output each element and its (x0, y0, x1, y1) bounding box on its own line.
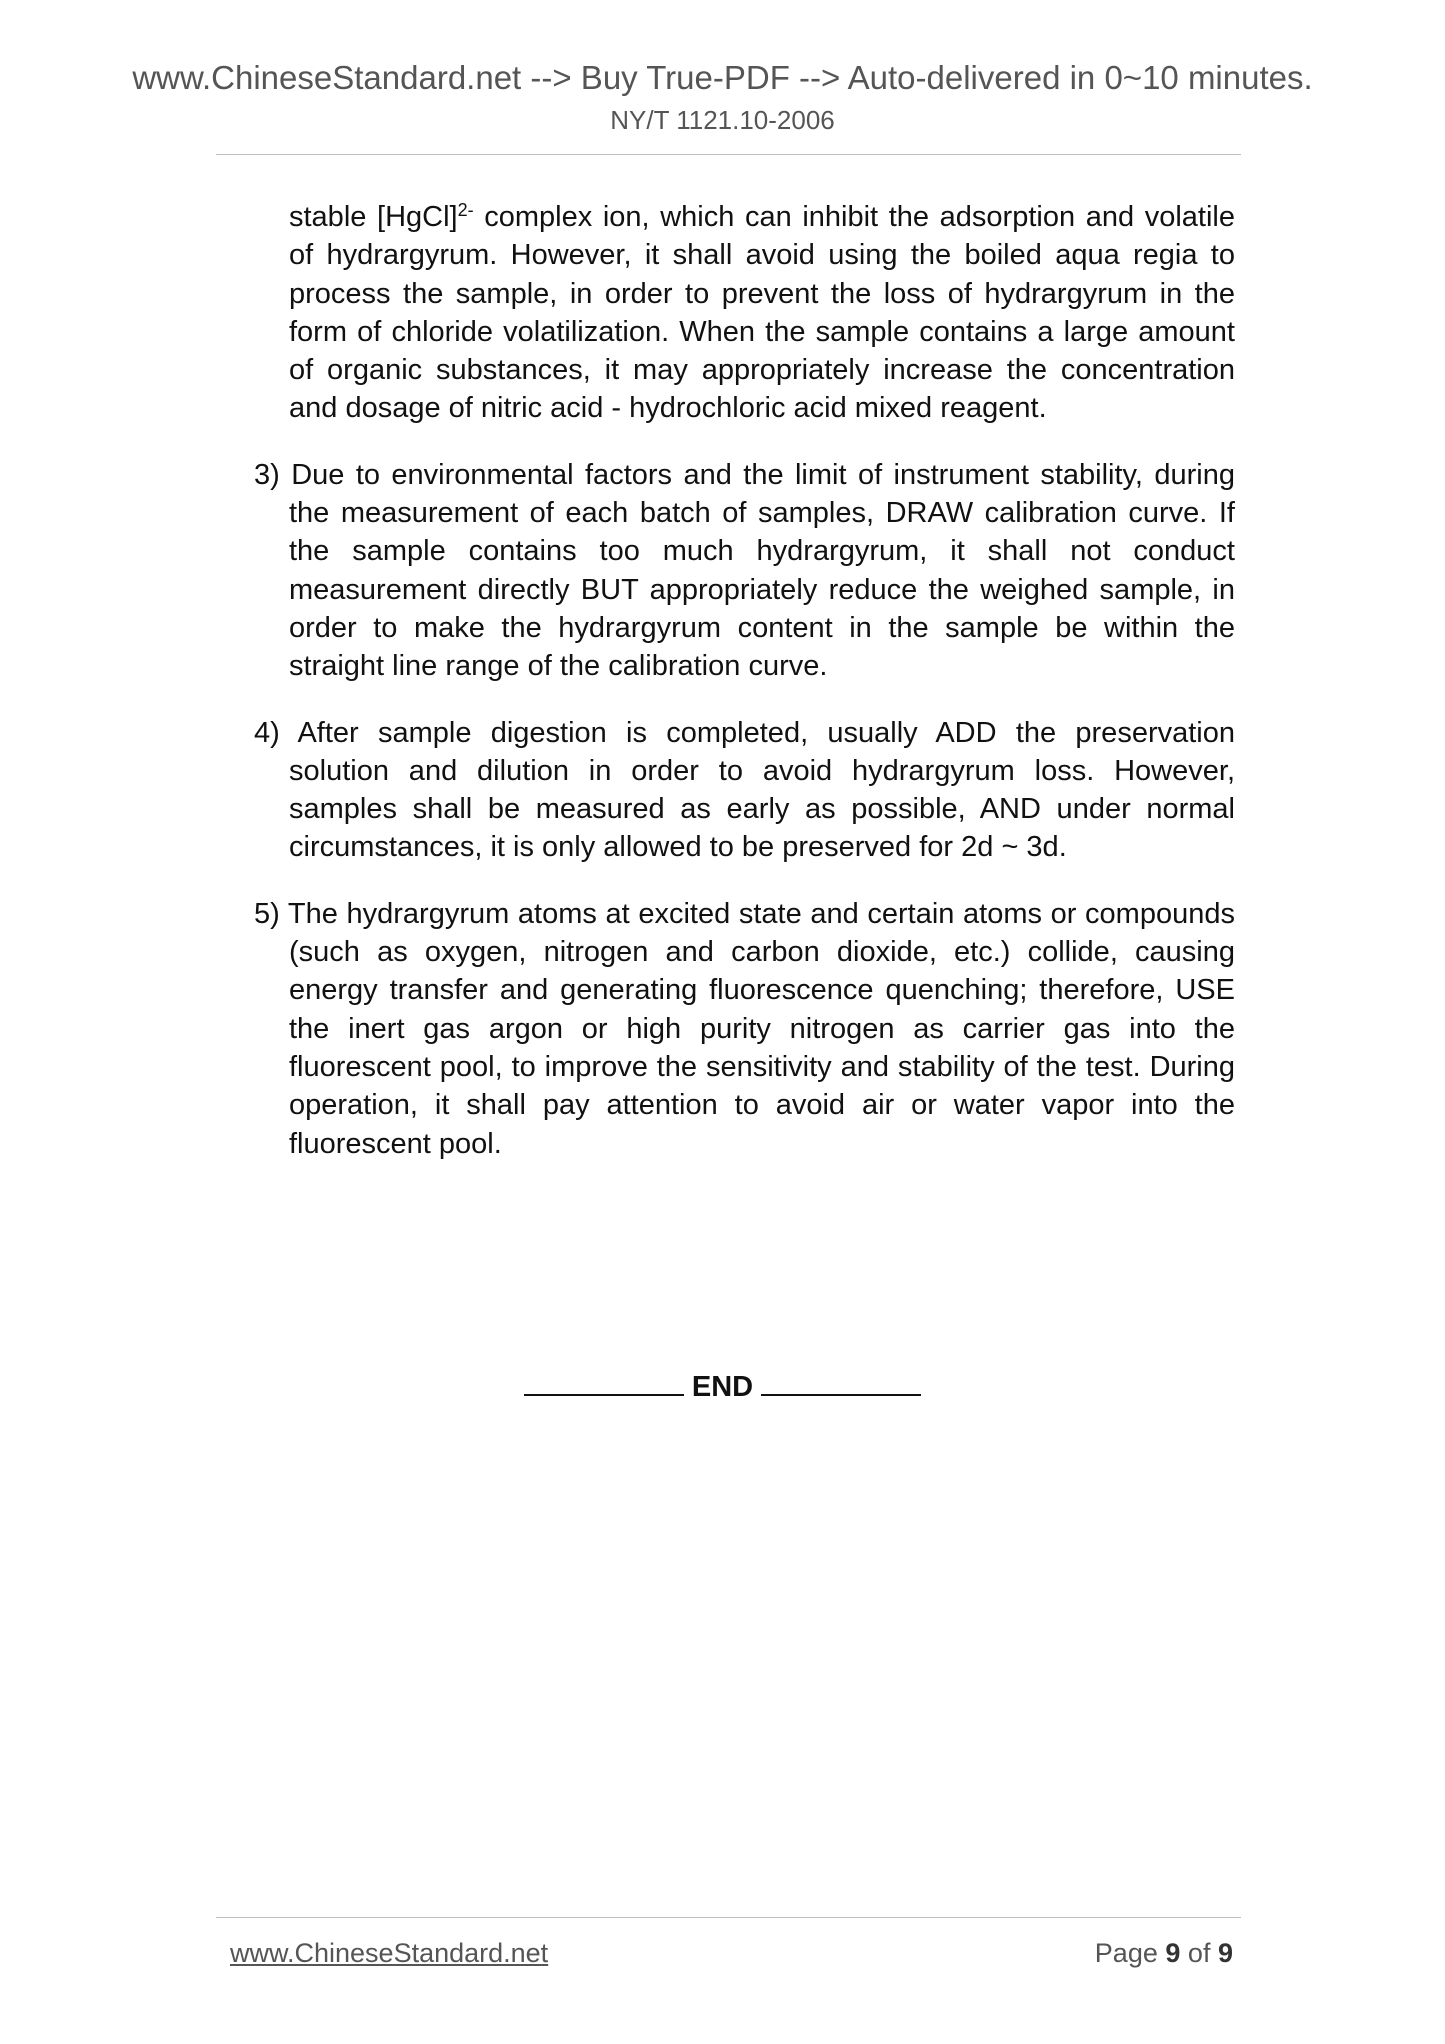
document-body (254, 198, 1235, 1191)
list-item-3: 3) Due to environmental factors and the limit of instrument stability, during the measurement of each batch of samples, DRAW calibration curve. If the sample contains too much hydrargyrum, it shall not conduct measurement directly BUT appropriately reduce the weighed sample, in order to make the hydrargyrum content in the sample be within the straight line range of the calibration curve. (254, 458, 1235, 683)
list-item-5: 5) The hydrargyrum atoms at excited state and certain atoms or compounds (such as oxygen, nitrogen and carbon dioxide, etc.) collide, causing energy transfer and generating fluorescence quenching; therefore, USE the inert gas argon or high purity nitrogen as carrier gas into the fluorescent pool, to improve the sensitivity and stability of the test. During operation, it shall pay attention to avoid air or water vapor into the fluorescent pool. (254, 897, 1235, 1160)
end-marker (0, 1366, 1445, 1407)
page-of: of (1187, 1938, 1211, 1968)
header-divider (216, 154, 1241, 155)
footer-divider (216, 1917, 1241, 1918)
list-item-4: 4) After sample digestion is completed, usually ADD the preservation solution and dilution in order to avoid hydrargyrum loss. However, samples shall be measured as early as possible, AND under normal circumstances, it is only allowed to be preserved for 2d ~ 3d. (254, 716, 1235, 864)
footer-website-link[interactable]: www.ChineseStandard.net (230, 1938, 549, 1968)
end-right-line (761, 1366, 921, 1396)
page-total: 9 (1217, 1938, 1233, 1968)
header-banner: www.ChineseStandard.net --> Buy True-PDF --> Auto-delivered in 0~10 minutes. (132, 59, 1313, 96)
page-indicator (1095, 1935, 1233, 1971)
standard-number: NY/T 1121.10-2006 (610, 105, 835, 135)
page-word: Page (1094, 1938, 1158, 1968)
end-label: END (691, 1371, 754, 1403)
charge-superscript: 2- (457, 200, 474, 220)
intro-paragraph (254, 198, 1235, 428)
page-current: 9 (1165, 1938, 1181, 1968)
intro-rest: complex ion, which can inhibit the adsorption and volatile of hydrargyrum. However, it shall avoid using the boiled aqua regia to process the sample, in order to prevent the loss of hydrargyrum in the form of chloride volatilization. When the sample contains a large amount of organic substances, it may appropriately increase the concentration and dosage of nitric acid - hydrochloric acid mixed reagent. (289, 201, 1235, 425)
end-left-line (524, 1366, 684, 1396)
intro-prefix: stable [HgCl] (289, 201, 458, 233)
